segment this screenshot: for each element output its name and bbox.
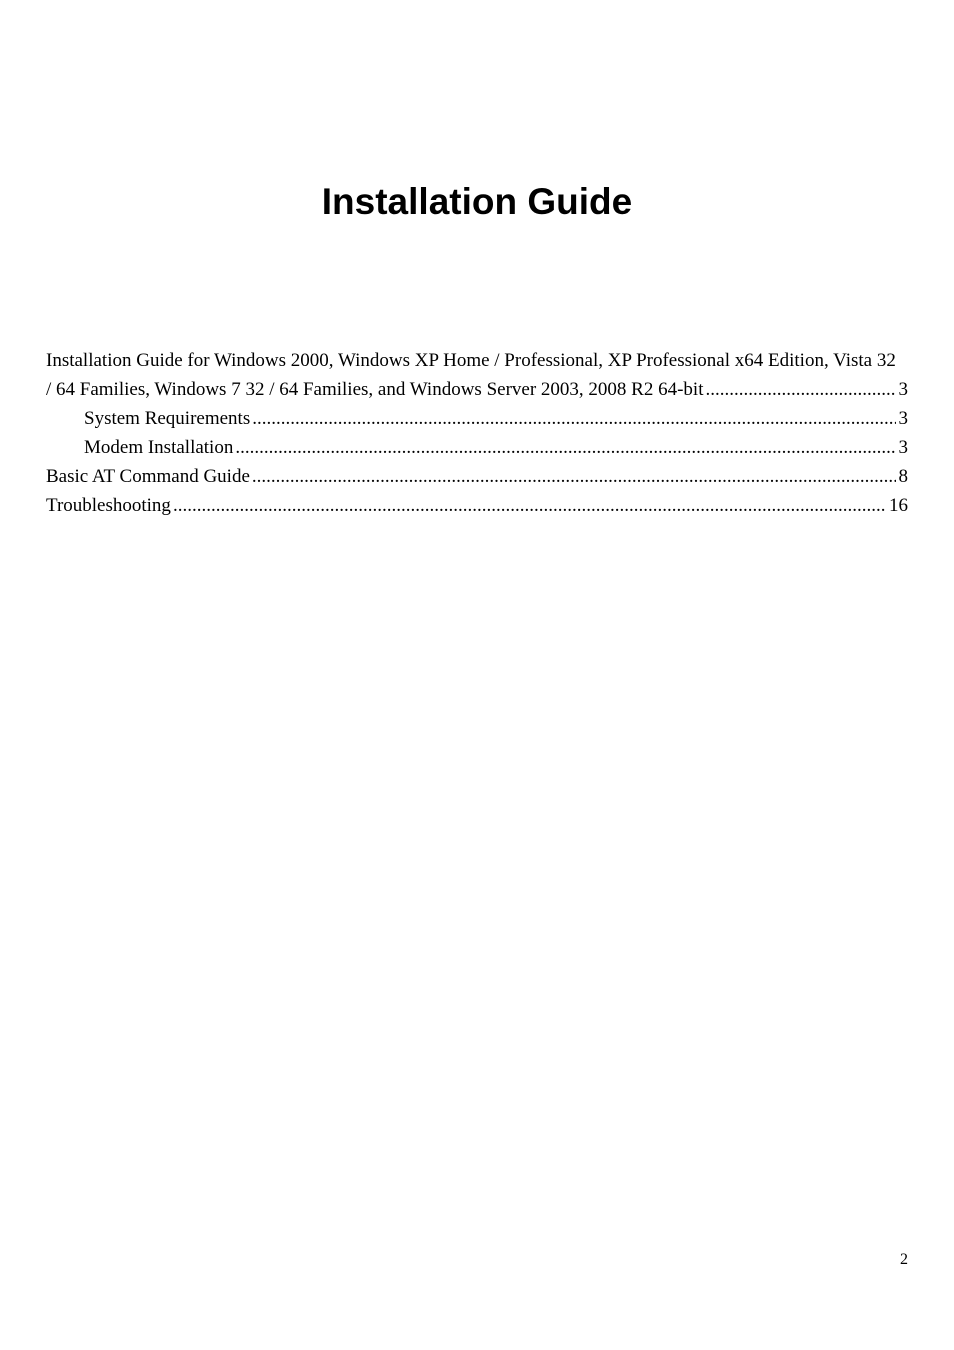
dot-leader (705, 375, 895, 404)
toc-entry-basic-at-command-guide[interactable] (46, 462, 908, 491)
dot-leader (252, 404, 895, 433)
dot-leader (235, 433, 895, 462)
toc-entry-page: 3 (898, 379, 908, 400)
toc-entry-system-requirements[interactable] (46, 404, 908, 433)
table-of-contents (46, 346, 908, 520)
toc-entry-label: / 64 Families, Windows 7 32 / 64 Families, and Windows Server 2003, 2008 R2 64-bit (46, 379, 704, 400)
page-number: 2 (900, 1251, 908, 1268)
toc-entry-page: 3 (898, 408, 908, 429)
toc-entry-page: 16 (889, 495, 908, 516)
toc-entry-label: Modem Installation (84, 437, 234, 458)
toc-entry-label: Installation Guide for Windows 2000, Windows XP Home / Professional, XP Professional x64 Edition, Vista 32 (46, 350, 896, 371)
dot-leader (173, 491, 886, 520)
toc-entry-installation-guide-line2[interactable] (46, 375, 908, 404)
dot-leader (252, 462, 896, 491)
toc-entry-label: Basic AT Command Guide (46, 466, 250, 487)
toc-entry-label: System Requirements (84, 408, 251, 429)
toc-entry-troubleshooting[interactable] (46, 491, 908, 520)
toc-entry-page: 8 (898, 466, 908, 487)
toc-entry-modem-installation[interactable] (46, 433, 908, 462)
toc-entry-label: Troubleshooting (46, 495, 171, 516)
toc-entry-page: 3 (898, 437, 908, 458)
toc-entry-installation-guide-line1[interactable] (46, 346, 908, 375)
page-title: Installation Guide (321, 181, 633, 222)
